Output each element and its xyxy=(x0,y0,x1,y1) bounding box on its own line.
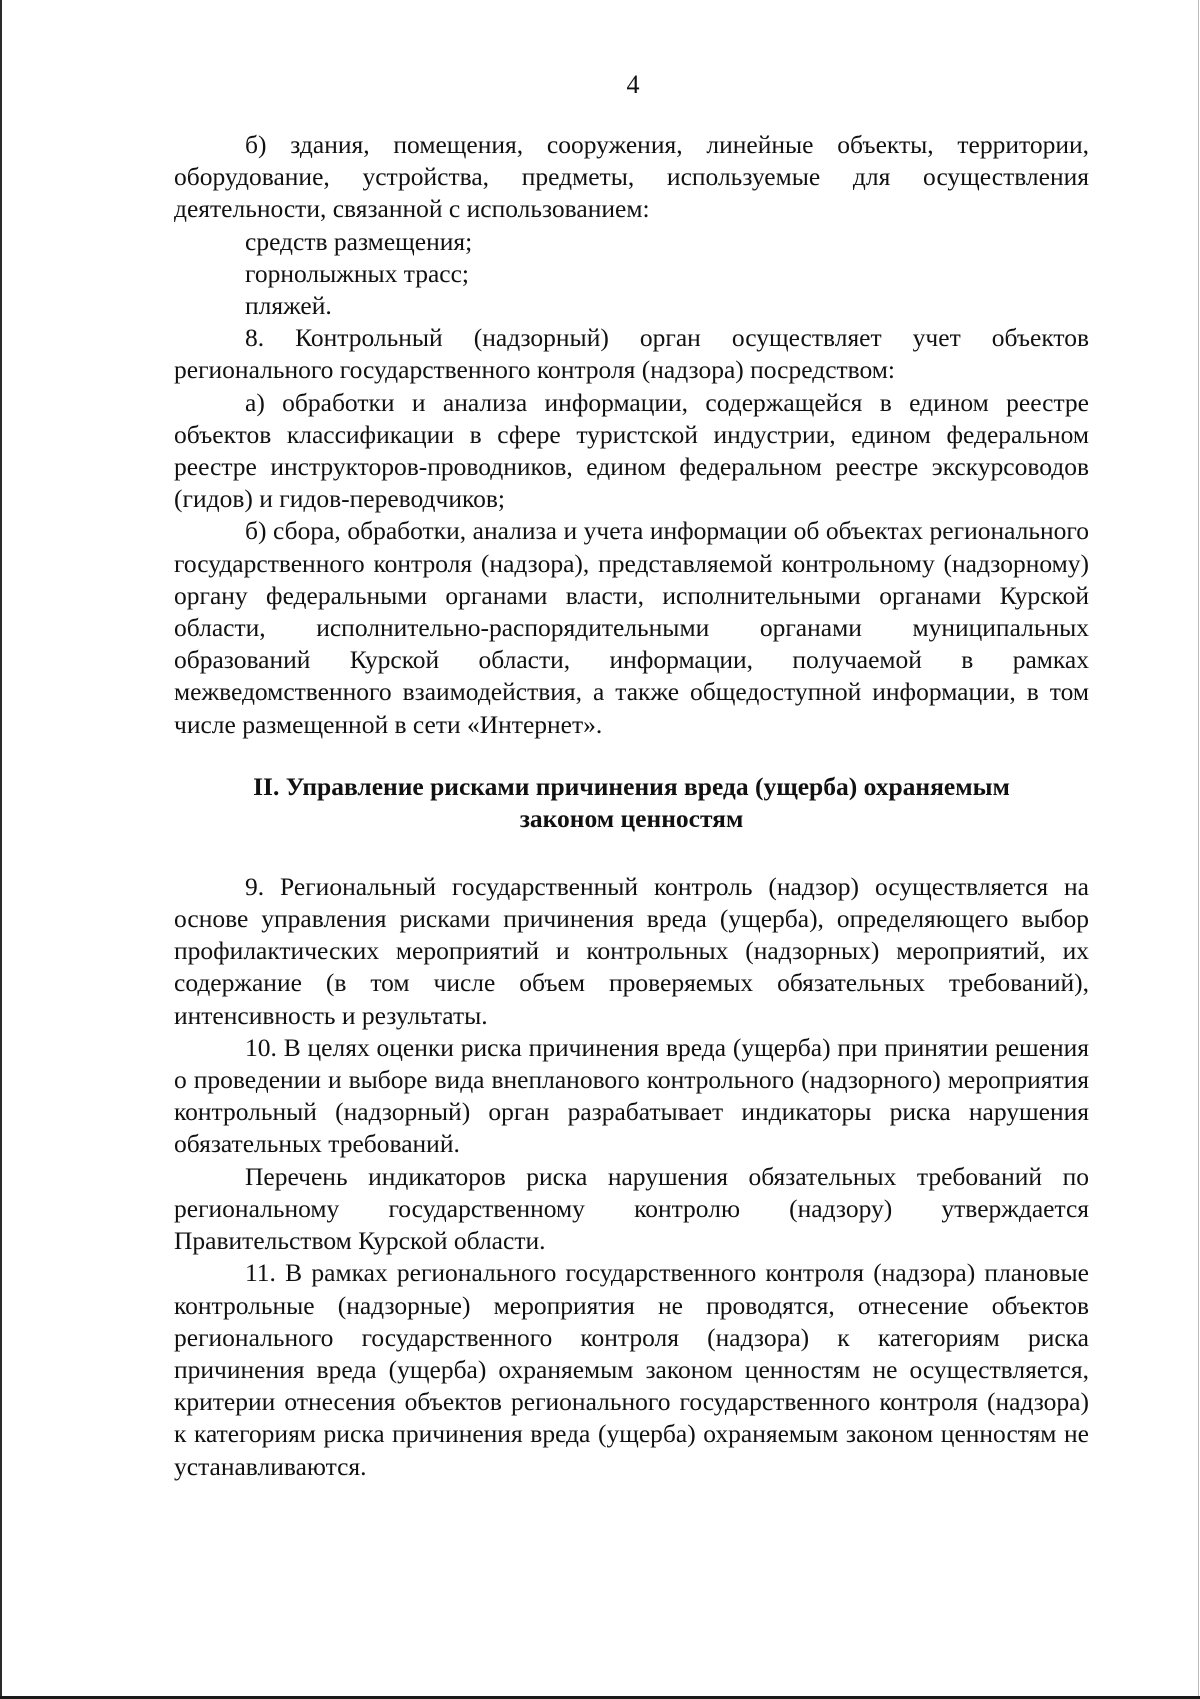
list-item-beaches: пляжей. xyxy=(245,291,332,321)
paragraph-8a: а) обработки и анализа информации, содержащейся в едином реестре объектов классификации в сфере туристской индустрии, едином федеральном реестре инструкторов-проводников, едином федеральном реестре экскурсоводов (гидов) и гидов-переводчиков; xyxy=(174,387,1089,514)
paragraph-10-list: Перечень индикаторов риска нарушения обязательных требований по региональному государственному контролю (надзору) утверждается Правительством Курской области. xyxy=(174,1161,1089,1256)
scan-edge-left xyxy=(0,0,2,1699)
section-heading-line-1: II. Управление рисками причинения вреда (ущерба) охраняемым xyxy=(253,771,1010,801)
paragraph-8b: б) сбора, обработки, анализа и учета информации об объектах регионального государственного контроля (надзора), представляемой контрольному (надзорному) органу федеральными органами власти, исполнительными органами Курской области, исполнительно-распорядительными органами муниципальных образований Курской области, информации, получаемой в рамках межведомственного взаимодействия, а также общедоступной информации, в том числе размещенной в сети «Интернет». xyxy=(174,516,1089,739)
page-number: 4 xyxy=(626,70,640,99)
paragraph-10: 10. В целях оценки риска причинения вреда (ущерба) при принятии решения о проведении и выборе вида внепланового контрольного (надзорного) мероприятия контрольный (надзорный) орган разрабатывает индикаторы риска нарушения обязательных требований. xyxy=(174,1032,1089,1159)
paragraph-7b: б) здания, помещения, сооружения, линейные объекты, территории, оборудование, устройства, предметы, используемые для осуществления деятельности, связанной с использованием: xyxy=(174,130,1089,224)
scan-edge-right xyxy=(1198,0,1199,1699)
list-item-ski-slopes: горнолыжных трасс; xyxy=(245,258,470,288)
paragraph-11: 11. В рамках регионального государственного контроля (надзора) плановые контрольные (надзорные) мероприятия не проводятся, отнесение объектов регионального государственного контроля (надзора) к категориям риска причинения вреда (ущерба) охраняемым законом ценностям не осуществляется, критерии отнесения объектов регионального государственного контроля (надзора) к категориям риска причинения вреда (ущерба) охраняемым законом ценностям не устанавливаются. xyxy=(174,1258,1089,1481)
document-body xyxy=(174,129,1089,1483)
paragraph-9: 9. Региональный государственный контроль (надзор) осуществляется на основе управления рисками причинения вреда (ущерба), определяющего выбор профилактических мероприятий и контрольных (надзорных) мероприятий, их содержание (в том числе объем проверяемых обязательных требований), интенсивность и результаты. xyxy=(174,871,1089,1030)
section-heading xyxy=(174,771,1089,835)
list-item-accommodation: средств размещения; xyxy=(245,226,473,256)
paragraph-8: 8. Контрольный (надзорный) орган осуществляет учет объектов регионального государственного контроля (надзора) посредством: xyxy=(174,323,1089,385)
section-heading-line-2: законом ценностям xyxy=(519,803,744,833)
